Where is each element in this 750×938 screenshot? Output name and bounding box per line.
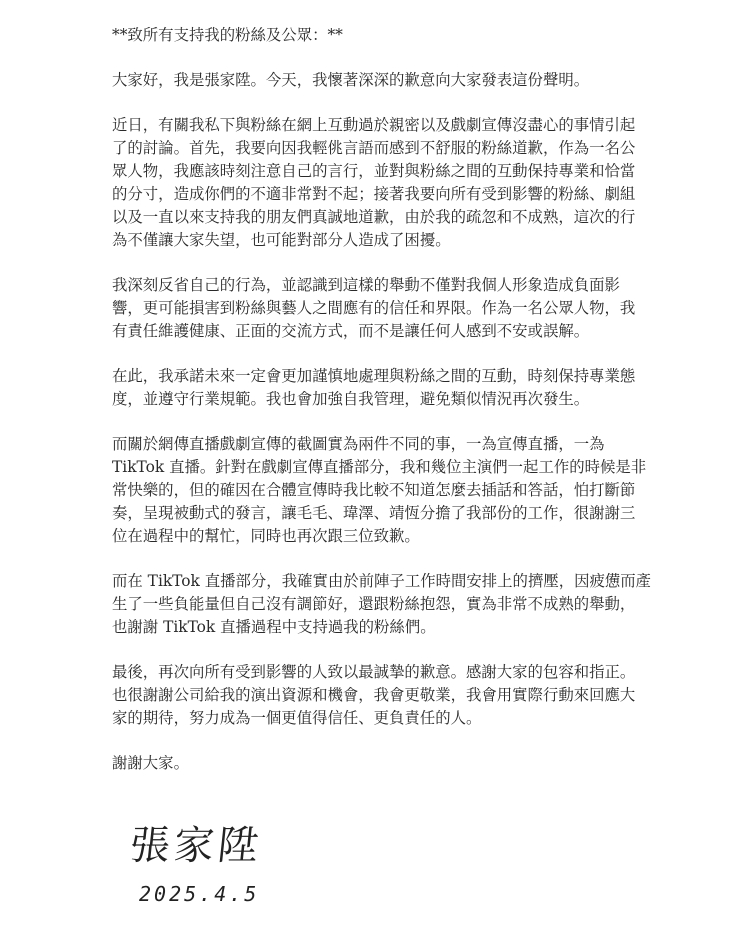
paragraph-line: 我深刻反省自己的行為，並認識到這樣的舉動不僅對我個人形象造成負面影	[112, 276, 620, 294]
paragraph-line: 在此，我承諾未來一定會更加謹慎地處理與粉絲之間的互動，時刻保持專業態	[112, 367, 636, 385]
statement-paragraph	[112, 69, 692, 92]
handwritten-signature	[125, 822, 345, 922]
paragraph-line: TikTok 直播。針對在戲劇宣傳直播部分，我和幾位主演們一起工作的時候是非	[112, 458, 647, 476]
statement-body	[112, 69, 692, 775]
paragraph-line: 大家好，我是張家陞。今天，我懷著深深的歉意向大家發表這份聲明。	[112, 71, 590, 89]
paragraph-line: 也謝謝 TikTok 直播過程中支持過我的粉絲們。	[112, 618, 436, 636]
statement-paragraph	[112, 661, 692, 730]
paragraph-line: 常快樂的，但的確因在合體宣傳時我比較不知道怎麼去插話和答話，怕打斷節	[112, 481, 636, 499]
title-line: **致所有支持我的粉絲及公眾：**	[112, 26, 343, 44]
statement-paragraph	[112, 274, 692, 343]
paragraph-line: 度，並遵守行業規範。我也會加強自我管理，避免類似情況再次發生。	[112, 390, 590, 408]
paragraph-line: 有責任維護健康、正面的交流方式，而不是讓任何人感到不安或誤解。	[112, 322, 590, 340]
statement-paragraph	[112, 570, 692, 639]
paragraph-line: 家的期待，努力成為一個更值得信任、更負責任的人。	[112, 709, 482, 727]
paragraph-line: 了的討論。首先，我要向因我輕佻言語而感到不舒服的粉絲道歉，作為一名公	[112, 139, 636, 157]
paragraph-line: 位在過程中的幫忙，同時也再次跟三位致歉。	[112, 527, 420, 545]
paragraph-line: 而在 TikTok 直播部分，我確實由於前陣子工作時間安排上的擠壓，因疲憊而產	[112, 572, 652, 590]
statement-paragraph	[112, 365, 692, 411]
paragraph-line: 生了一些負能量但自己沒有調節好，還跟粉絲抱怨，實為非常不成熟的舉動，	[112, 595, 636, 613]
paragraph-line: 為不僅讓大家失望，也可能對部分人造成了困擾。	[112, 231, 451, 249]
paragraph-line: 近日，有關我私下與粉絲在網上互動過於親密以及戲劇宣傳沒盡心的事情引起	[112, 116, 636, 134]
statement-paragraph	[112, 752, 692, 775]
statement-title	[112, 24, 692, 47]
paragraph-line: 眾人物，我應該時刻注意自己的言行，並對與粉絲之間的互動保持專業和恰當	[112, 162, 636, 180]
statement-paragraph	[112, 433, 692, 548]
paragraph-line: 奏，呈現被動式的發言，讓毛毛、瑋澤、靖恆分擔了我部份的工作，很謝謝三	[112, 504, 636, 522]
paragraph-line: 最後，再次向所有受到影響的人致以最誠摯的歉意。感謝大家的包容和指正。	[112, 663, 636, 681]
statement-paragraph	[112, 114, 692, 252]
paragraph-line: 也很謝謝公司給我的演出資源和機會，我會更敬業，我會用實際行動來回應大	[112, 686, 636, 704]
signature-date: 2025.4.5	[139, 882, 260, 906]
paragraph-line: 而關於網傳直播戲劇宣傳的截圖實為兩件不同的事，一為宣傳直播，一為	[112, 435, 605, 453]
paragraph-line: 的分寸，造成你們的不適非常對不起；接著我要向所有受到影響的粉絲、劇組	[112, 185, 636, 203]
signature-name: 張家陞	[127, 823, 265, 869]
paragraph-line: 以及一直以來支持我的朋友們真誠地道歉，由於我的疏忽和不成熟，這次的行	[112, 208, 636, 226]
statement-document	[112, 24, 692, 797]
paragraph-line: 謝謝大家。	[112, 754, 189, 772]
paragraph-line: 響，更可能損害到粉絲與藝人之間應有的信任和界限。作為一名公眾人物，我	[112, 299, 636, 317]
